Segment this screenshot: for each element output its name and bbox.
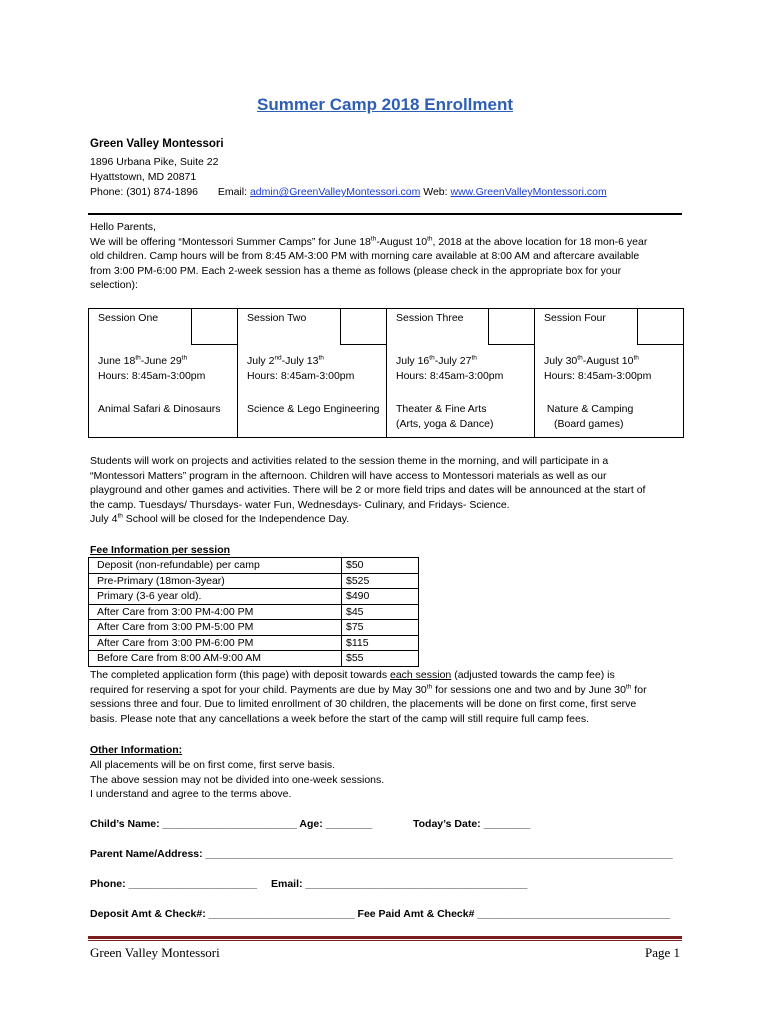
child-name-field[interactable]: Child’s Name: _______________________ Age: ________: [90, 818, 373, 830]
fee-table-body: [89, 558, 419, 667]
students-line5: [90, 512, 682, 527]
email-field[interactable]: Email: ______________________________________: [271, 878, 528, 890]
session-theme: [396, 402, 493, 432]
intro-paragraph: [90, 220, 682, 293]
session-dates: [544, 354, 651, 384]
email-link[interactable]: admin@GreenValleyMontessori.com: [249, 186, 421, 198]
completed-line4: basis. Please note that any cancellations a week before the start of the camp will still require full camp fees.: [90, 712, 590, 725]
sup: th: [429, 354, 435, 362]
theme-line2: (Arts, yoga & Dance): [396, 418, 494, 430]
intro-line4: selection):: [90, 279, 138, 292]
sup: th: [577, 354, 583, 362]
session-theme: [98, 402, 221, 417]
students-line5-b: School will be closed for the Independence Day.: [122, 513, 350, 526]
org-name: Green Valley Montessori: [90, 138, 224, 150]
session-two-checkbox[interactable]: [340, 309, 386, 345]
org-address-line1: 1896 Urbana Pike, Suite 22: [90, 156, 219, 168]
fee-amount: $55: [342, 651, 419, 667]
session-hours: Hours: 8:45am-3:00pm: [396, 370, 504, 382]
table-row: [89, 635, 419, 651]
session-hours: Hours: 8:45am-3:00pm: [544, 370, 652, 382]
sup: th: [427, 235, 433, 243]
completed-line1-b: (adjusted towards the camp fee) is: [451, 669, 615, 681]
other-line3: I understand and agree to the terms above.: [90, 788, 292, 801]
students-line4: the camp. Tuesdays/ Thursdays- water Fun, Wednesdays- Culinary, and Fridays- Science.: [90, 498, 510, 511]
sup: th: [426, 683, 433, 691]
web-label: Web:: [423, 186, 448, 198]
session-table: [88, 308, 684, 438]
completed-line1: [90, 668, 682, 683]
parent-address-field[interactable]: Parent Name/Address: ________________________________________________________________________________: [90, 848, 673, 860]
session-dates: [247, 354, 354, 384]
other-info-heading: Other Information:: [90, 744, 183, 756]
session-four-column: [535, 309, 683, 437]
other-line1: All placements will be on first come, first serve basis.: [90, 759, 336, 771]
session-name: Session One: [98, 312, 159, 324]
fee-amount: $50: [342, 558, 419, 574]
students-line1: Students will work on projects and activities related to the session theme in the morning, and will participate in a: [90, 455, 609, 467]
theme-line2: (Board games): [554, 418, 624, 430]
fee-table: [88, 557, 419, 667]
date-start: July 2: [247, 355, 275, 367]
fee-heading: Fee Information per session: [90, 544, 231, 556]
fee-label: After Care from 3:00 PM-5:00 PM: [89, 620, 342, 636]
fee-label: Pre-Primary (18mon-3year): [89, 573, 342, 589]
todays-date-field[interactable]: Today’s Date: ________: [413, 818, 531, 830]
sup: th: [135, 354, 141, 362]
org-contact-line: [90, 186, 607, 198]
sup: th: [633, 354, 639, 362]
fee-label: Deposit (non-refundable) per camp: [89, 558, 342, 574]
fee-amount: $490: [342, 589, 419, 605]
intro-line1-a: We will be offering “Montessori Summer Camps” for June 18: [90, 235, 371, 248]
other-info-list: [90, 758, 682, 802]
intro-line1-b: -August 10: [376, 235, 428, 248]
session-four-checkbox[interactable]: [637, 309, 683, 345]
sup: th: [181, 354, 188, 362]
fee-amount: $115: [342, 635, 419, 651]
students-line3: playground and other games and activities. There will be 2 or more field trips and dates will be announced at the start of: [90, 484, 646, 497]
sup: th: [625, 683, 632, 691]
web-link[interactable]: www.GreenValleyMontessori.com: [450, 186, 607, 198]
table-row: [89, 573, 419, 589]
completed-line2-c: for: [631, 683, 647, 696]
session-name: Session Four: [544, 312, 606, 324]
email-label: Email:: [217, 186, 248, 198]
sup: th: [370, 235, 377, 243]
completed-line2-b: for sessions one and two and by June 30: [432, 683, 626, 696]
session-two-column: [238, 309, 387, 437]
sup: th: [117, 512, 123, 520]
footer-divider: [88, 936, 682, 939]
sup: th: [318, 354, 324, 362]
header-divider: [88, 213, 682, 215]
date-start: June 18: [98, 355, 136, 367]
sup: th: [471, 354, 477, 362]
theme-line1: Nature & Camping: [544, 403, 634, 415]
footer-org-name: Green Valley Montessori: [90, 945, 220, 960]
date-start: July 30: [544, 355, 578, 367]
org-address-line2: Hyattstown, MD 20871: [90, 171, 197, 183]
session-hours: Hours: 8:45am-3:00pm: [247, 370, 355, 382]
completed-line1-a: The completed application form (this page) with deposit towards: [90, 669, 390, 681]
other-line2: The above session may not be divided into one-week sessions.: [90, 773, 385, 786]
fee-label: After Care from 3:00 PM-4:00 PM: [89, 604, 342, 620]
date-end: -June 29: [140, 355, 182, 367]
session-dates: [98, 354, 205, 384]
fee-label: Primary (3-6 year old).: [89, 589, 342, 605]
session-name: Session Two: [247, 312, 307, 324]
date-start: July 16: [396, 355, 430, 367]
completed-line2-a: required for reserving a spot for your child. Payments are due by May 30: [90, 683, 427, 696]
footer-divider-thin: [88, 940, 682, 941]
fee-amount: $45: [342, 604, 419, 620]
session-three-checkbox[interactable]: [488, 309, 534, 345]
theme-line1: Animal Safari & Dinosaurs: [98, 403, 221, 415]
table-row: [89, 589, 419, 605]
date-end: -August 10: [582, 355, 634, 367]
completed-line2: [90, 683, 682, 698]
completed-paragraph: [90, 668, 682, 726]
deposit-fee-field[interactable]: Deposit Amt & Check#: _________________________ Fee Paid Amt & Check# _________________________________: [90, 908, 671, 920]
date-end: -July 27: [434, 355, 472, 367]
theme-line1: Theater & Fine Arts: [396, 403, 487, 415]
theme-line1: Science & Lego Engineering: [247, 403, 380, 415]
fee-label: Before Care from 8:00 AM-9:00 AM: [89, 651, 342, 667]
page-number: Page 1: [644, 945, 680, 960]
phone-field[interactable]: Phone: ______________________: [90, 878, 257, 890]
table-row: [89, 558, 419, 574]
table-row: [89, 604, 419, 620]
session-one-checkbox[interactable]: [191, 309, 237, 345]
intro-greeting: Hello Parents,: [90, 221, 156, 233]
intro-line3: from 3:00 PM-6:00 PM. Each 2-week session has a theme as follows (please check in the appropriate box for your: [90, 264, 622, 277]
students-paragraph: [90, 454, 682, 527]
page-title: Summer Camp 2018 Enrollment: [256, 95, 514, 114]
fee-label: After Care from 3:00 PM-6:00 PM: [89, 635, 342, 651]
students-line2: “Montessori Matters” program in the afternoon. Children will have access to Montessori materials as well as our: [90, 469, 607, 482]
intro-line1: [90, 235, 682, 250]
sup: nd: [274, 354, 282, 362]
session-theme: [544, 402, 633, 432]
session-hours: Hours: 8:45am-3:00pm: [98, 370, 206, 382]
date-end: -July 13: [281, 355, 319, 367]
intro-line2: old children. Camp hours will be from 8:45 AM-3:00 PM with morning care available at 8:00 AM and aftercare available: [90, 250, 640, 263]
fee-amount: $525: [342, 573, 419, 589]
org-phone: Phone: (301) 874-1896: [90, 186, 198, 198]
each-session-emphasis: each session: [389, 669, 452, 681]
session-one-column: [89, 309, 238, 437]
completed-line3: sessions three and four. Due to limited enrollment of 30 children, the placements will be done on first come, first serve: [90, 698, 637, 711]
session-dates: [396, 354, 503, 384]
students-line5-a: July 4: [90, 513, 118, 526]
fee-amount: $75: [342, 620, 419, 636]
session-theme: [247, 402, 380, 417]
table-row: [89, 651, 419, 667]
intro-line1-c: , 2018 at the above location for 18 mon-6 year: [432, 235, 648, 248]
session-three-column: [387, 309, 535, 437]
table-row: [89, 620, 419, 636]
session-name: Session Three: [396, 312, 464, 324]
